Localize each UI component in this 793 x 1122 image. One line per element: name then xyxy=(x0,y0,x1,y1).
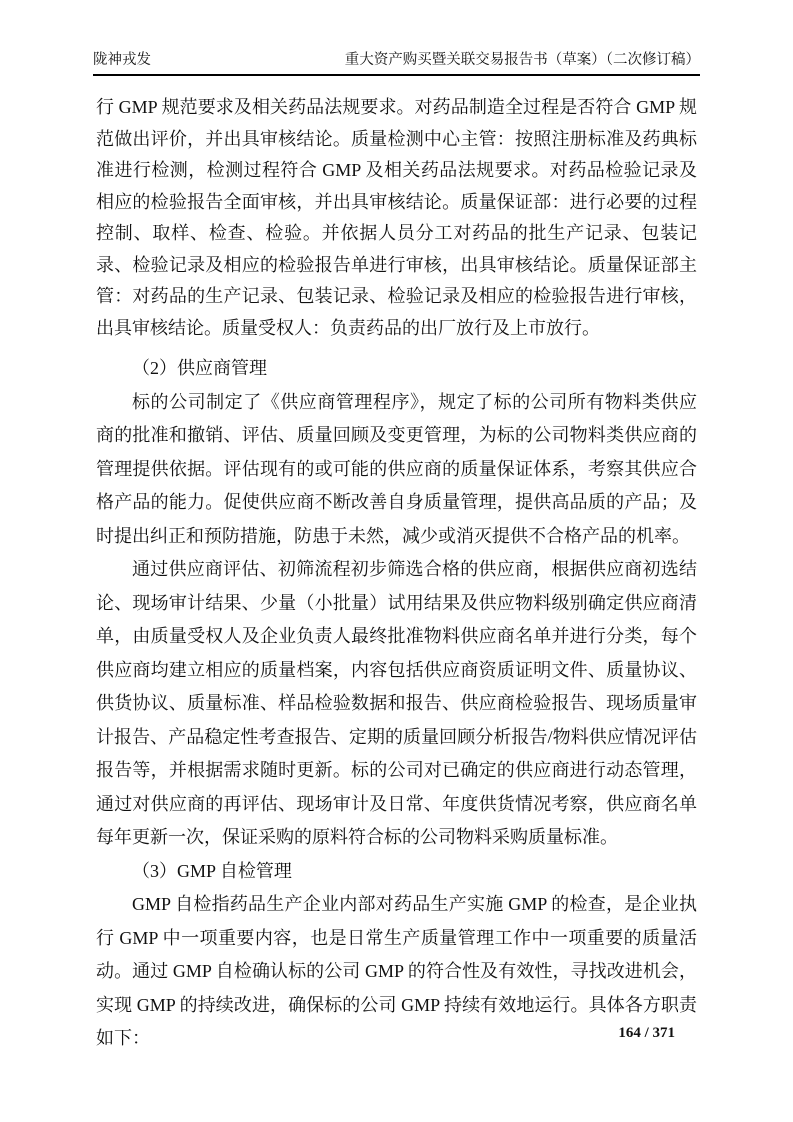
paragraph-gmp-self-inspection: GMP 自检指药品生产企业内部对药品生产实施 GMP 的检查，是企业执行 GMP 中一项重要内容，也是日常生产质量管理工作中一项重要的质量活动。通过 GMP 自检确认标的公司 GMP 的符合性及有效性，寻找改进机会，实现 GMP 的持续改进，确保标的公司 GMP 持续有效地运行。具体各方职责如下： xyxy=(96,894,697,1048)
heading-supplier-management: （2）供应商管理 xyxy=(132,358,267,378)
document-body xyxy=(96,92,697,1056)
heading-gmp-self-inspection: （3）GMP 自检管理 xyxy=(132,860,292,881)
header-report-title: 重大资产购买暨关联交易报告书（草案）（二次修订稿） xyxy=(344,52,700,68)
paragraph-quality-responsibilities: 行 GMP 规范要求及相关药品法规要求。对药品制造全过程是否符合 GMP 规范做出评价，并出具审核结论。质量检测中心主管：按照注册标准及药典标准进行检测，检测过程符合 GMP 及相关药品法规要求。对药品检验记录及相应的检验报告全面审核，并出具审核结论。质量保证部：进行必要的过程控制、取样、检查、检验。并依据人员分工对药品的批生产记录、包装记录、检验记录及相应的检验报告单进行审核，出具审核结论。质量保证部主管：对药品的生产记录、包装记录、检验记录及相应的检验报告进行审核，出具审核结论。质量受权人：负责药品的出厂放行及上市放行。 xyxy=(96,97,697,338)
header-company-name: 陇神戎发 xyxy=(93,52,151,68)
page-number: 164 / 371 xyxy=(618,1025,675,1041)
paragraph-supplier-program: 标的公司制定了《供应商管理程序》，规定了标的公司所有物料类供应商的批准和撤销、评估、质量回顾及变更管理，为标的公司物料类供应商的管理提供依据。评估现有的或可能的供应商的质量保证体系，考察其供应合格产品的能力。促使供应商不断改善自身质量管理，提供高品质的产品；及时提出纠正和预防措施，防患于未然，减少或消灭提供不合格产品的机率。 xyxy=(96,391,697,546)
page-header xyxy=(93,50,700,76)
paragraph-supplier-evaluation: 通过供应商评估、初筛流程初步筛选合格的供应商，根据供应商初选结论、现场审计结果、少量（小批量）试用结果及供应物料级别确定供应商清单，由质量受权人及企业负责人最终批准物料供应商名单并进行分类，每个供应商均建立相应的质量档案，内容包括供应商资质证明文件、质量协议、供货协议、质量标准、样品检验数据和报告、供应商检验报告、现场质量审计报告、产品稳定性考查报告、定期的质量回顾分析报告/物料供应情况评估报告等，并根据需求随时更新。标的公司对已确定的供应商进行动态管理，通过对供应商的再评估、现场审计及日常、年度供货情况考察，供应商名单每年更新一次，保证采购的原料符合标的公司物料采购质量标准。 xyxy=(96,559,697,847)
